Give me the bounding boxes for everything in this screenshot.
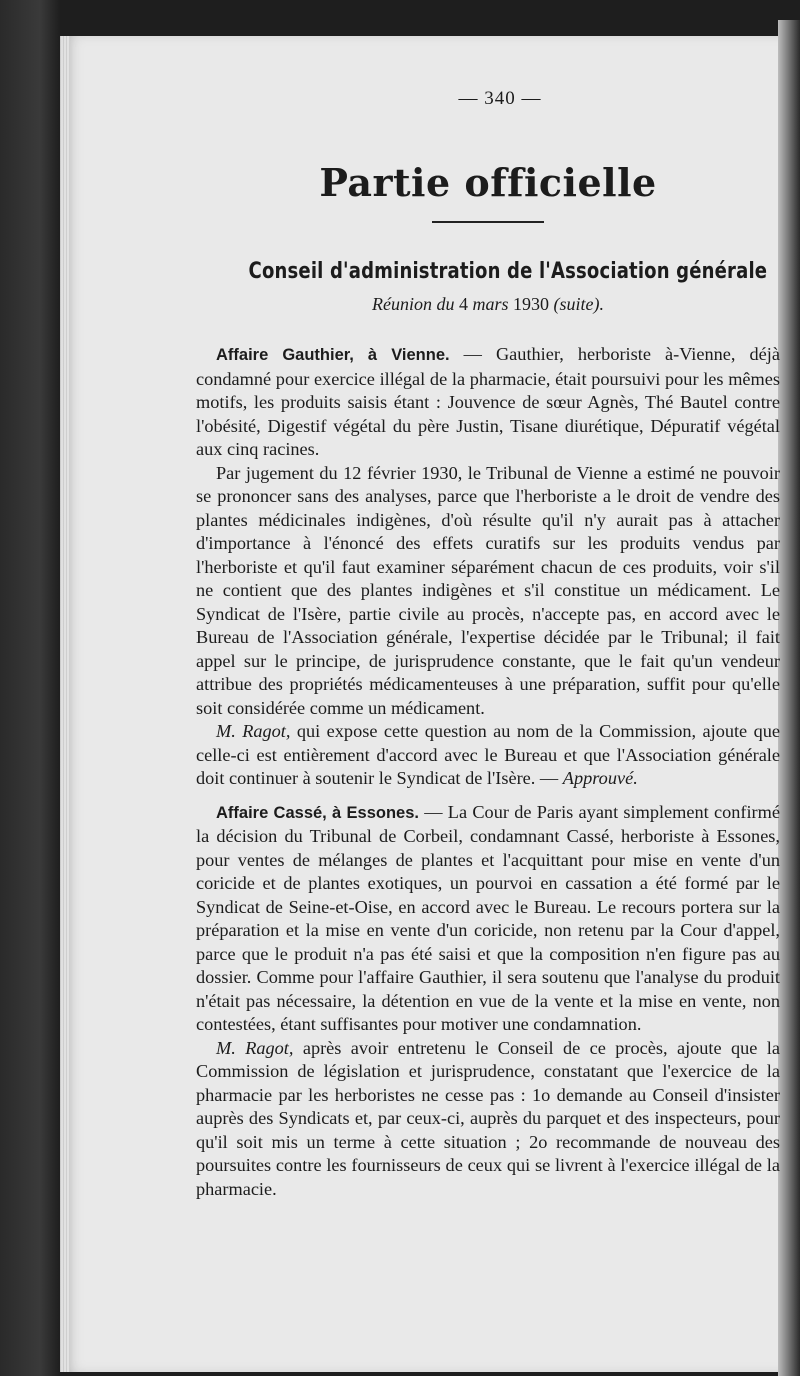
case-gauthier-title: Affaire Gauthier, à Vienne. — [216, 346, 450, 364]
case-gauthier-ragot — [196, 720, 780, 791]
council-title: Conseil d'administration de l'Association générale — [248, 259, 768, 284]
meeting-line — [196, 294, 780, 315]
ragot-name-2: M. Ragot, — [216, 1037, 294, 1058]
case-casse-paragraph — [196, 801, 780, 1037]
ragot-name: M. Ragot, — [216, 721, 291, 741]
case-separator — [196, 791, 780, 801]
meeting-month: mars — [472, 294, 509, 314]
section-title: Partie officielle — [319, 160, 657, 205]
meeting-date: 4 — [459, 294, 468, 314]
right-page-shadow — [778, 20, 800, 1376]
meeting-prefix: Réunion du — [372, 294, 455, 314]
page-content — [196, 88, 780, 1201]
article-body — [196, 343, 780, 1201]
ragot-statement: qui expose cette question au nom de la Commission, ajoute que celle-ci est entièrement d'accord avec le Bureau et que l'Association générale doit continuer à soutenir le Syndicat de l'Isère. — — [196, 721, 780, 788]
meeting-suffix: (suite). — [553, 294, 604, 314]
case-gauthier-judgment: Par jugement du 12 février 1930, le Tribunal de Vienne a estimé ne pouvoir se prononcer sans des analyses, parce que l'herboriste a le droit de vendre des plantes médicinales indigènes, d'où résulte qu'il n'y aurait pas à attacher d'importance à l'énoncé des effets curatifs sur les produits vendus par l'herboriste et qu'il faut examiner séparément chacun de ces produits, voir s'il ne contient que des plantes indigènes et s'il constitue un médicament. Le Syndicat de l'Isère, partie civile au procès, n'accepte pas, en accord avec le Bureau de l'Association générale, l'expertise décidée par le Tribunal; il fait appel sur le principe, de jurisprudence constante, que le fait qu'un vendeur attribue des propriétés médicamenteuses à une préparation, suffit pour qu'elle soit considérée comme un médicament. — [196, 462, 780, 718]
page-stack-edge — [60, 36, 70, 1372]
page-number: — 340 — — [458, 88, 542, 109]
meeting-year: 1930 — [513, 294, 550, 314]
case-casse-title: Affaire Cassé, à Essones. — [216, 803, 419, 822]
case-gauthier-lead: — Gauthier, herboriste à-Vienne, déjà condamné pour exercice illégal de la pharmacie, était poursuivi pour les mêmes motifs, les produits saisis étant : Jouvence de sœur Agnès, Thé Bautel contre l'obésité, Digestif végétal du père Justin, Tisane diurétique, Dépuratif végétal aux cinq racines. — [196, 344, 780, 459]
verdict-approved: Approuvé. — [562, 768, 638, 788]
case-casse-ragot — [196, 1037, 780, 1202]
case-casse-lead: — La Cour de Paris ayant simplement confirmé la décision du Tribunal de Corbeil, condamnant Cassé, herboriste à Essones, pour ventes de mélanges de plantes et l'acquittant pour mise en vente d'un coricide et de plantes exotiques, un pourvoi en cassation a été formé par le Syndicat de Seine-et-Oise, en accord avec le Bureau. Le recours portera sur la préparation et la mise en vente d'un coricide, non retenu par la Cour d'appel, parce que le produit n'a pas été saisi et que la composition n'en figure pas au dossier. Comme pour l'affaire Gauthier, il sera soutenu que l'analyse du produit n'était pas nécessaire, la détention en vue de la vente et la mise en vente, non contestées, étant suffisantes pour motiver une condamnation. — [196, 801, 780, 1034]
title-rule — [432, 221, 544, 223]
case-gauthier-paragraph — [196, 343, 780, 462]
ragot-statement-2: après avoir entretenu le Conseil de ce procès, ajoute que la Commission de législation et jurisprudence, constatant que l'exercice de la pharmacie par les herboristes ne cesse pas : 1o demande au Conseil d'insister auprès des Syndicats et, par ceux-ci, auprès du parquet et des inspecteurs, pour qu'il soit mis un terme à cette situation ; 2o recommande de nouveau des poursuites contre les fournisseurs de ceux qui se livrent à l'exercice illégal de la pharmacie. — [196, 1037, 780, 1199]
